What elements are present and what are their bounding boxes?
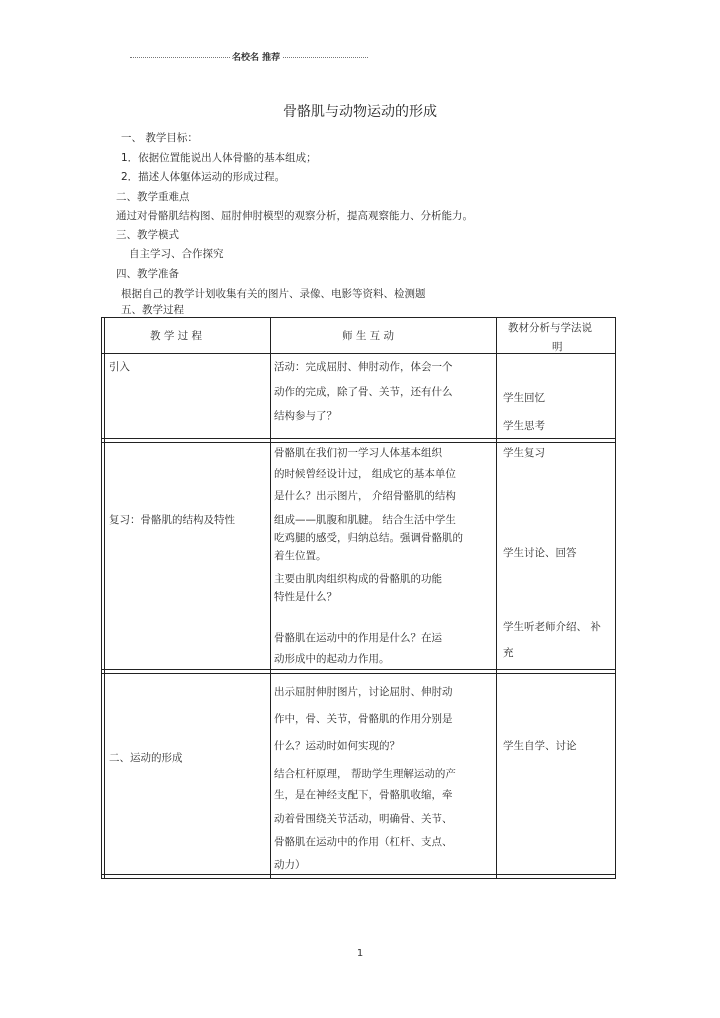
row2-note: 学生复习 (503, 447, 545, 459)
preparation-text: 根据自己的教学计划收集有关的图片、录像、电影等资料、检测题 (121, 288, 426, 300)
row3-interaction-line: 骨骼肌在运动中的作用（杠杆、支点、 (274, 836, 453, 848)
row1-interaction-line: 动作的完成，除了骨、关节，还有什么 (274, 386, 453, 398)
difficulty-text: 通过对骨骼肌结构图、屈肘伸肘模型的观察分析，提高观察能力、分析能力。 (116, 210, 473, 222)
row2-interaction-line: 组成——肌腹和肌腱。 结合生活中学生 (274, 514, 456, 526)
row3-interaction-line: 动力） (274, 859, 306, 871)
row2-note: 学生听老师介绍、 补 (503, 621, 601, 633)
row2-interaction-line: 的时候曾经设计过， 组成它的基本单位 (274, 468, 456, 480)
row2-interaction-line: 主要由肌肉组织构成的骨骼肌的功能 (274, 573, 442, 585)
row2-interaction-line: 吃鸡腿的感受，归纳总结。强调骨骼肌的 (274, 532, 463, 544)
row1-note: 学生回忆 (503, 392, 545, 404)
document-title: 骨骼肌与动物运动的形成 (283, 104, 437, 120)
section-preparation-heading: 四、教学准备 (116, 268, 179, 280)
section-difficulty-heading: 二、教学重难点 (116, 191, 190, 203)
table-header-interaction: 师 生 互 动 (342, 330, 395, 342)
row3-interaction-line: 结合杠杆原理， 帮助学生理解运动的产 (274, 768, 456, 780)
table-header-notes-line2: 明 (552, 341, 563, 353)
section-process-heading: 五、教学过程 (121, 304, 184, 316)
row1-note: 学生思考 (503, 420, 545, 432)
row2-interaction-line: 动形成中的起动力作用。 (274, 653, 390, 665)
row2-interaction-line: 是什么？出示图片， 介绍骨骼肌的结构 (274, 490, 456, 502)
page-number: 1 (356, 948, 364, 959)
header-label: 名校名 推荐 (232, 53, 281, 63)
objective-item-1: 1．依据位置能说出人体骨骼的基本组成； (121, 152, 317, 164)
row3-interaction-line: 动着骨围绕关节活动，明确骨、关节、 (274, 813, 453, 825)
row2-interaction-line: 骨骼肌在运动中的作用是什么？在运 (274, 632, 442, 644)
section-mode-heading: 三、教学模式 (116, 229, 179, 241)
row1-process: 引入 (109, 361, 130, 373)
row2-process: 复习：骨骼肌的结构及特性 (109, 514, 235, 526)
row2-interaction-line: 特性是什么？ (274, 591, 337, 603)
row1-interaction-line: 活动：完成屈肘、伸肘动作，体会一个 (274, 361, 453, 373)
objective-item-2: 2．描述人体躯体运动的形成过程。 (121, 171, 286, 183)
row2-interaction-line: 骨骼肌在我们初一学习人体基本组织 (274, 447, 442, 459)
table-header-process: 教 学 过 程 (150, 330, 203, 342)
row3-interaction-line: 什么？运动时如何实现的？ (274, 740, 400, 752)
row3-interaction-line: 出示屈肘伸肘图片，讨论屈肘、伸肘动 (274, 686, 453, 698)
row2-note: 学生讨论、回答 (503, 547, 577, 559)
row3-interaction-line: 作中，骨、关节，骨骼肌的作用分别是 (274, 713, 453, 725)
table-header-notes: 教材分析与学法说 (508, 322, 592, 334)
header-rule-right (283, 57, 368, 58)
row2-note: 充 (503, 647, 514, 659)
header-rule-left (130, 57, 230, 58)
mode-text: 自主学习、合作探究 (129, 248, 224, 260)
row3-interaction-line: 生，是在神经支配下，骨骼肌收缩，牵 (274, 789, 453, 801)
row1-interaction-line: 结构参与了？ (274, 410, 337, 422)
row3-process: 二、运动的形成 (109, 752, 183, 764)
section-objectives-heading: 一、 教学目标： (121, 132, 198, 144)
row3-note: 学生自学、讨论 (503, 740, 577, 752)
row2-interaction-line: 着生位置。 (274, 550, 327, 562)
